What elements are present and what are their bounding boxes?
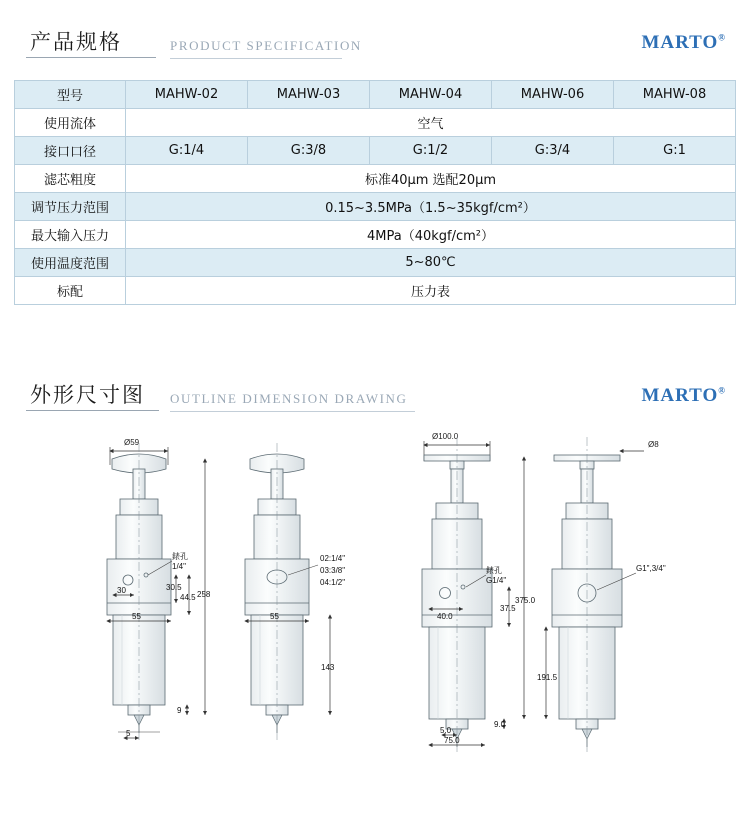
spec-subtitle-underline (170, 58, 342, 59)
view1-gauge-port-label-line2: 1/4" (172, 562, 186, 571)
brand-registered-mark: ® (718, 385, 726, 396)
view3-gauge-port-label-line2: G1/4" (486, 576, 507, 585)
view1-dim-44-5: 44.5 (180, 593, 196, 602)
row-value-filter: 标准40μm 选配20μm (126, 165, 736, 193)
drawing-view-3 (422, 432, 536, 753)
table-row (15, 165, 736, 193)
spec-section-header (0, 22, 750, 68)
view1-dim-9: 9 (177, 706, 182, 715)
row-value-port-5: G:1 (614, 137, 736, 165)
row-value-port-2: G:3/8 (248, 137, 370, 165)
drawing-view-4 (537, 437, 666, 753)
table-row (15, 109, 736, 137)
view1-gauge-port-label-line1: 錶孔 (172, 552, 188, 561)
header-model-cell-1: MAHW-02 (126, 81, 248, 109)
header-model-cell-3: MAHW-04 (370, 81, 492, 109)
view1-dim-30: 30 (117, 586, 126, 595)
table-row (15, 221, 736, 249)
view2-dim-143: 143 (321, 663, 335, 672)
header-model-cell-2: MAHW-03 (248, 81, 370, 109)
table-row (15, 193, 736, 221)
brand-logo-drawing (641, 385, 726, 407)
view1-dim-5: 5 (126, 729, 131, 738)
drawing-subtitle-underline (170, 411, 415, 412)
drawing-section-header (0, 375, 750, 421)
spec-table-wrapper (14, 80, 736, 305)
view3-top-diameter-label: Ø100.0 (432, 432, 459, 441)
drawing-section-subtitle: OUTLINE DIMENSION DRAWING (170, 391, 408, 406)
view3-dim-37-5: 37.5 (500, 604, 516, 613)
header-model-cell-5: MAHW-08 (614, 81, 736, 109)
row-value-port-1: G:1/4 (126, 137, 248, 165)
view3-dim-5: 5.0 (440, 726, 452, 735)
view1-dim-30-5: 30.5 (166, 583, 182, 592)
view4-port-label: G1",3/4" (636, 564, 666, 573)
drawing-view-1 (107, 438, 211, 740)
brand-name: MARTO (641, 385, 719, 406)
view4-top-diameter-label: Ø8 (648, 440, 659, 449)
spec-section-title: 产品规格 (30, 30, 122, 54)
view1-dim-258: 258 (197, 590, 211, 599)
table-row (15, 249, 736, 277)
header-model-cell-4: MAHW-06 (492, 81, 614, 109)
row-label-filter: 滤芯粗度 (15, 165, 126, 193)
spec-table (14, 80, 736, 305)
table-row (15, 277, 736, 305)
row-value-fluid: 空气 (126, 109, 736, 137)
drawing-view-2 (245, 443, 345, 740)
row-value-port-3: G:1/2 (370, 137, 492, 165)
view3-dim-75: 75.0 (444, 736, 460, 745)
view3-gauge-port-label-line1: 錶孔 (486, 566, 502, 575)
view2-port-label-line3: 04:1/2" (320, 578, 346, 587)
view4-dim-191-5: 191.5 (537, 673, 558, 682)
view2-port-label-line2: 03:3/8" (320, 566, 346, 575)
row-label-fluid: 使用流体 (15, 109, 126, 137)
view3-dim-375: 375.0 (515, 596, 536, 605)
row-label-max-input: 最大输入压力 (15, 221, 126, 249)
row-label-standard: 标配 (15, 277, 126, 305)
row-value-pressure-range: 0.15~3.5MPa（1.5~35kgf/cm²） (126, 193, 736, 221)
view2-dim-55: 55 (270, 612, 279, 621)
view3-dim-40: 40.0 (437, 612, 453, 621)
row-label-port: 接口口径 (15, 137, 126, 165)
brand-registered-mark: ® (718, 32, 726, 43)
outline-drawings (0, 425, 750, 821)
row-value-standard: 压力表 (126, 277, 736, 305)
header-label-cell: 型号 (15, 81, 126, 109)
row-value-temperature: 5~80℃ (126, 249, 736, 277)
view1-dim-55: 55 (132, 612, 141, 621)
table-row (15, 137, 736, 165)
view2-port-label-line1: 02:1/4" (320, 554, 346, 563)
brand-logo-spec (641, 32, 726, 54)
row-value-port-4: G:3/4 (492, 137, 614, 165)
spec-title-underline (26, 57, 156, 58)
drawing-title-underline (26, 410, 159, 411)
table-row-header (15, 81, 736, 109)
drawing-section-title: 外形尺寸图 (30, 383, 145, 407)
spec-section-subtitle: PRODUCT SPECIFICATION (170, 38, 362, 53)
view1-top-diameter-label: Ø59 (124, 438, 140, 447)
row-value-max-input: 4MPa（40kgf/cm²） (126, 221, 736, 249)
row-label-pressure-range: 调节压力范围 (15, 193, 126, 221)
brand-name: MARTO (641, 32, 719, 53)
view3-dim-9: 9.0 (494, 720, 506, 729)
row-label-temperature: 使用温度范围 (15, 249, 126, 277)
